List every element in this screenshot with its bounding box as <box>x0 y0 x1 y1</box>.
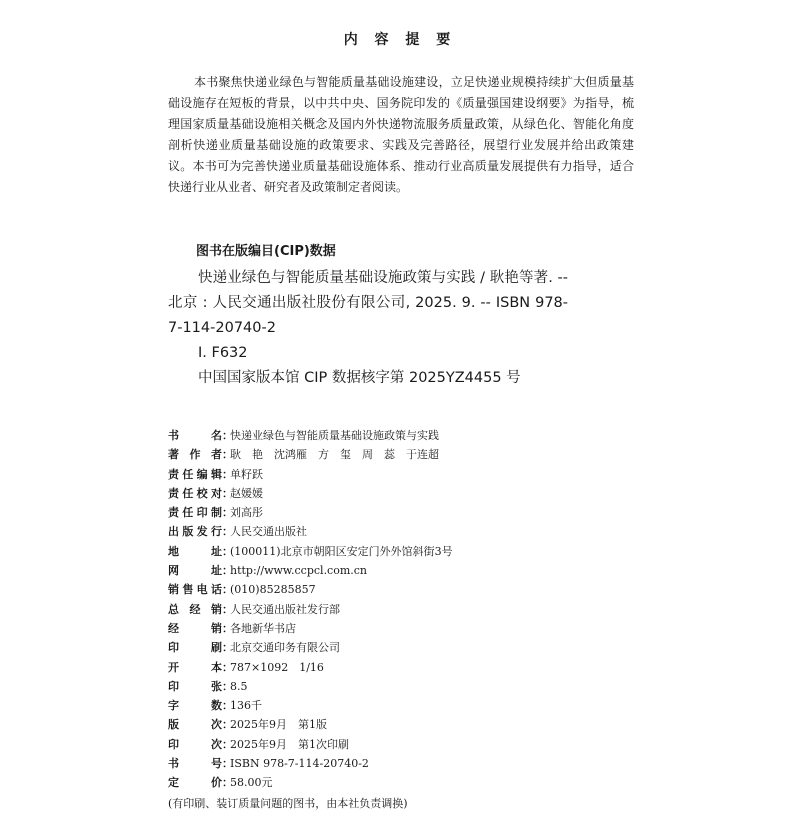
imprint-value: 8.5 <box>230 679 248 693</box>
summary-title: 内 容 提 要 <box>343 32 457 48</box>
imprint-value: 赵媛媛 <box>230 486 263 500</box>
imprint-separator: ： <box>222 602 233 616</box>
imprint-key: 责任校对 <box>168 486 222 500</box>
imprint-value: 58.00元 <box>230 776 273 790</box>
imprint-note: (有印刷、装订质量问题的图书，由本社负责调换) <box>168 796 408 810</box>
imprint-row <box>168 638 648 657</box>
imprint-separator: ： <box>222 757 233 771</box>
cip-record-number: 中国国家版本馆 CIP 数据核字第 2025YZ4455 号 <box>198 370 521 386</box>
summary-body: 本书聚焦快递业绿色与智能质量基础设施建设，立足快递业规模持续扩大但质量基础设施存在短板的背景，以中共中央、国务院印发的《质量强国建设纲要》为指导，梳理国家质量基础设施相关概念及国内外快递物流服务质量政策，从绿色化、智能化角度剖析快递业质量基础设施的政策要求、实践及完善路径，展望行业发展并给出政策建议。本书可为完善快递业质量基础设施体系、推动行业高质量发展提供有力指导，适合快递行业从业者、研究者及政策制定者阅读。 <box>168 75 634 194</box>
imprint-separator: ： <box>222 699 233 713</box>
imprint-separator: ： <box>222 467 233 481</box>
imprint-key: 印次 <box>168 737 222 751</box>
cip-block <box>168 242 568 391</box>
imprint-table <box>168 426 648 813</box>
imprint-value: http://www.ccpcl.com.cn <box>230 564 368 578</box>
imprint-value: (010)85285857 <box>230 583 316 597</box>
imprint-value: 北京交通印务有限公司 <box>230 641 340 655</box>
imprint-key: 出版发行 <box>168 525 222 539</box>
imprint-row <box>168 542 648 561</box>
imprint-separator: ： <box>222 641 233 655</box>
imprint-key: 销售电话 <box>168 583 222 597</box>
imprint-key: 印刷 <box>168 641 222 655</box>
imprint-value: 耿 艳 沈鸿雁 方 玺 周 蕊 于连超 <box>230 448 439 462</box>
imprint-row <box>168 773 648 792</box>
imprint-value: 2025年9月 第1次印刷 <box>230 737 349 751</box>
imprint-row <box>168 503 648 522</box>
cip-entry: 快递业绿色与智能质量基础设施政策与实践 / 耿艳等著. -- 北京 : 人民交通出版社股份有限公司, 2025. 9. -- ISBN 978-7-114-20740-2 <box>168 270 568 336</box>
imprint-key: 经销 <box>168 621 222 635</box>
imprint-key: 网址 <box>168 564 222 578</box>
imprint-key: 印张 <box>168 679 222 693</box>
imprint-rows <box>168 426 648 793</box>
imprint-key: 定价 <box>168 776 222 790</box>
imprint-row <box>168 696 648 715</box>
imprint-separator: ： <box>222 660 233 674</box>
imprint-key: 著作者 <box>168 448 222 462</box>
imprint-value: ISBN 978-7-114-20740-2 <box>230 757 369 771</box>
imprint-separator: ： <box>222 486 233 500</box>
imprint-separator: ： <box>222 718 233 732</box>
imprint-separator: ： <box>222 429 233 442</box>
imprint-key: 版次 <box>168 718 222 732</box>
imprint-separator: ： <box>222 583 233 597</box>
cip-heading: 图书在版编目(CIP)数据 <box>196 244 336 259</box>
imprint-row <box>168 426 648 445</box>
imprint-separator: ： <box>222 448 233 462</box>
cip-classification: Ⅰ. F632 <box>198 345 248 361</box>
imprint-separator: ： <box>222 737 233 751</box>
imprint-separator: ： <box>222 525 233 539</box>
imprint-separator: ： <box>222 564 233 578</box>
imprint-value: 787×1092 1/16 <box>230 660 324 674</box>
imprint-key: 书号 <box>168 757 222 771</box>
imprint-key: 字数 <box>168 699 222 713</box>
imprint-value: 人民交通出版社发行部 <box>230 602 340 616</box>
imprint-separator: ： <box>222 506 233 520</box>
imprint-row <box>168 445 648 464</box>
imprint-key: 开本 <box>168 660 222 674</box>
imprint-separator: ： <box>222 679 233 693</box>
imprint-row <box>168 677 648 696</box>
imprint-row <box>168 600 648 619</box>
imprint-key: 责任编辑 <box>168 467 222 481</box>
imprint-value: 136千 <box>230 699 262 713</box>
imprint-row <box>168 754 648 773</box>
imprint-row <box>168 735 648 754</box>
imprint-row <box>168 658 648 677</box>
imprint-value: (100011)北京市朝阳区安定门外外馆斜街3号 <box>230 544 453 558</box>
imprint-value: 各地新华书店 <box>230 621 296 635</box>
imprint-separator: ： <box>222 544 233 558</box>
imprint-key: 责任印制 <box>168 506 222 520</box>
imprint-row <box>168 484 648 503</box>
imprint-value: 2025年9月 第1版 <box>230 718 327 732</box>
imprint-value: 人民交通出版社 <box>230 525 307 539</box>
imprint-row <box>168 715 648 734</box>
imprint-key: 书名 <box>168 429 222 442</box>
imprint-separator: ： <box>222 621 233 635</box>
imprint-value: 单籽跃 <box>230 467 263 481</box>
imprint-row <box>168 561 648 580</box>
imprint-separator: ： <box>222 776 233 790</box>
imprint-row <box>168 580 648 599</box>
imprint-value: 刘高彤 <box>230 506 263 520</box>
imprint-row <box>168 522 648 541</box>
imprint-row <box>168 619 648 638</box>
imprint-row <box>168 465 648 484</box>
imprint-key: 总经销 <box>168 602 222 616</box>
imprint-value: 快递业绿色与智能质量基础设施政策与实践 <box>230 429 439 442</box>
imprint-key: 地址 <box>168 544 222 558</box>
